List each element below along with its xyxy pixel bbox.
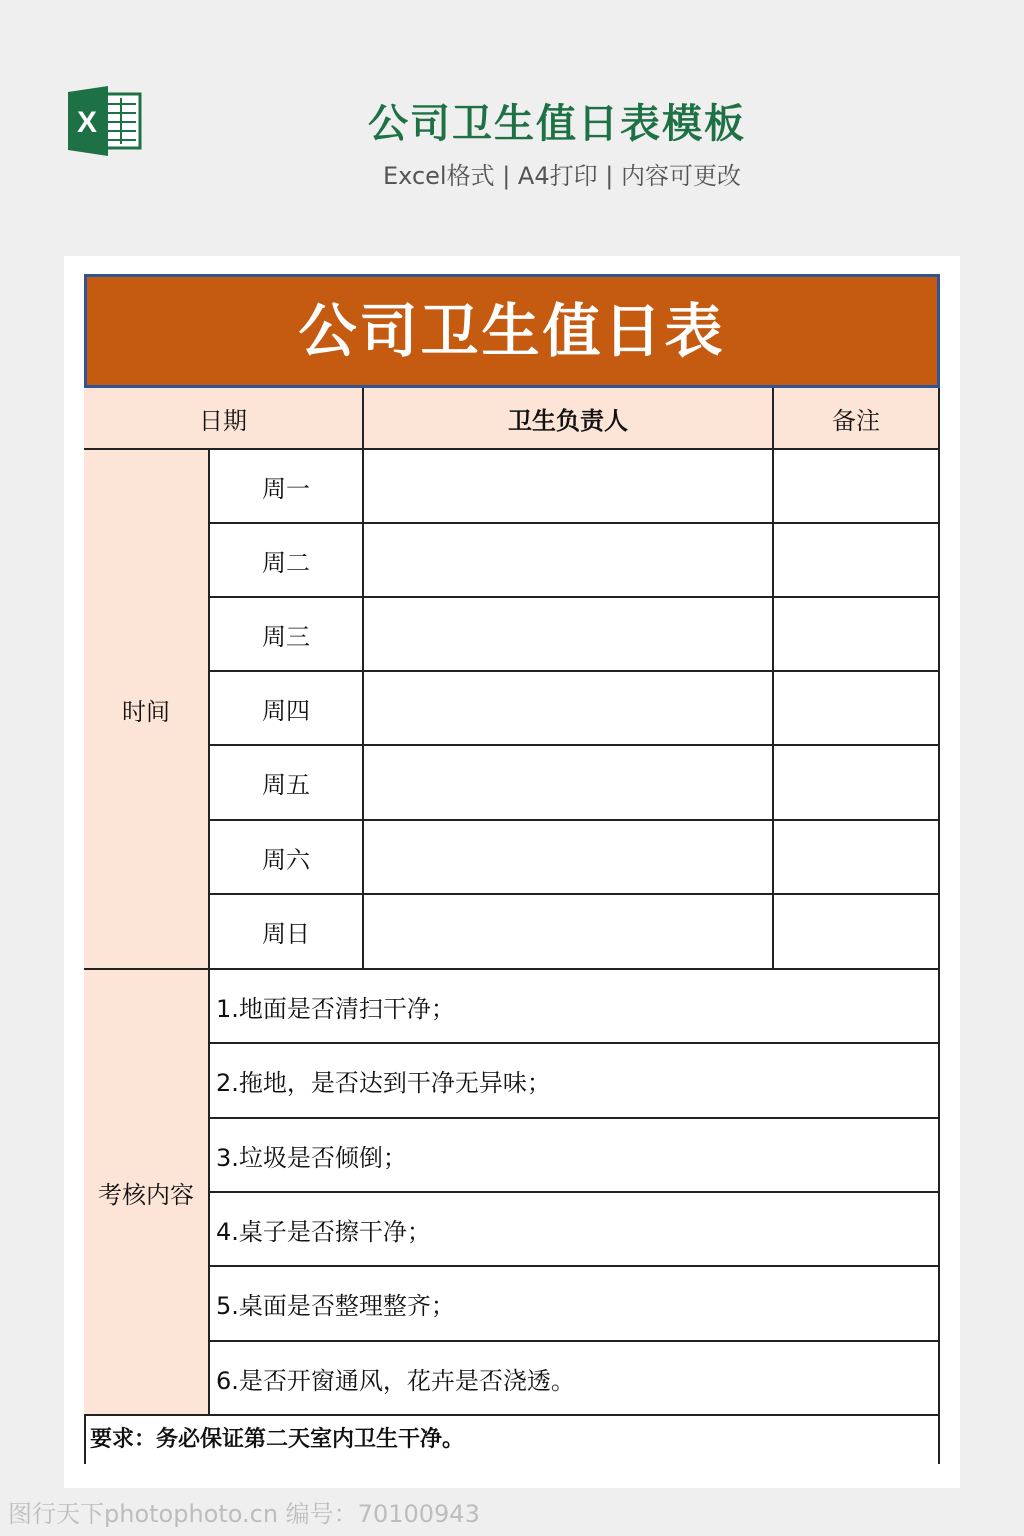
day-cell: 周六 [210, 821, 364, 895]
check-item: 1.地面是否清扫干净； [210, 970, 940, 1044]
watermark: 图行天下photophoto.cn 编号：70100943 [8, 1500, 480, 1528]
paper-preview [64, 256, 960, 1488]
note-cell[interactable] [774, 450, 940, 524]
note-cell[interactable] [774, 672, 940, 746]
check-item: 2.拖地，是否达到干净无异味； [210, 1044, 940, 1119]
day-cell: 周四 [210, 672, 364, 746]
day-cell: 周五 [210, 746, 364, 821]
day-cell: 周日 [210, 895, 364, 970]
day-cell: 周二 [210, 524, 364, 598]
person-cell[interactable] [364, 450, 774, 524]
note-cell[interactable] [774, 821, 940, 895]
col-header-date: 日期 [84, 388, 364, 450]
col-header-note: 备注 [774, 388, 940, 450]
excel-logo-letter: X [76, 106, 98, 139]
note-cell[interactable] [774, 746, 940, 821]
sheet-banner: 公司卫生值日表 [84, 274, 940, 388]
check-label: 考核内容 [84, 970, 210, 1416]
note-cell[interactable] [774, 524, 940, 598]
note-cell[interactable] [774, 895, 940, 970]
check-item: 3.垃圾是否倾倒； [210, 1119, 940, 1193]
note-cell[interactable] [774, 598, 940, 672]
time-label: 时间 [84, 450, 210, 970]
person-cell[interactable] [364, 524, 774, 598]
person-cell[interactable] [364, 746, 774, 821]
day-cell: 周一 [210, 450, 364, 524]
page-title: 公司卫生值日表模板 [368, 101, 746, 147]
check-item: 5.桌面是否整理整齐； [210, 1267, 940, 1342]
requirement-note: 要求：务必保证第二天室内卫生干净。 [84, 1416, 940, 1464]
page-subtitle: Excel格式 | A4打印 | 内容可更改 [383, 162, 741, 190]
person-cell[interactable] [364, 821, 774, 895]
person-cell[interactable] [364, 895, 774, 970]
day-cell: 周三 [210, 598, 364, 672]
duty-sheet [84, 274, 940, 1464]
person-cell[interactable] [364, 672, 774, 746]
check-item: 6.是否开窗通风，花卉是否浇透。 [210, 1342, 940, 1416]
person-cell[interactable] [364, 598, 774, 672]
check-item: 4.桌子是否擦干净； [210, 1193, 940, 1267]
col-header-person: 卫生负责人 [364, 388, 774, 450]
